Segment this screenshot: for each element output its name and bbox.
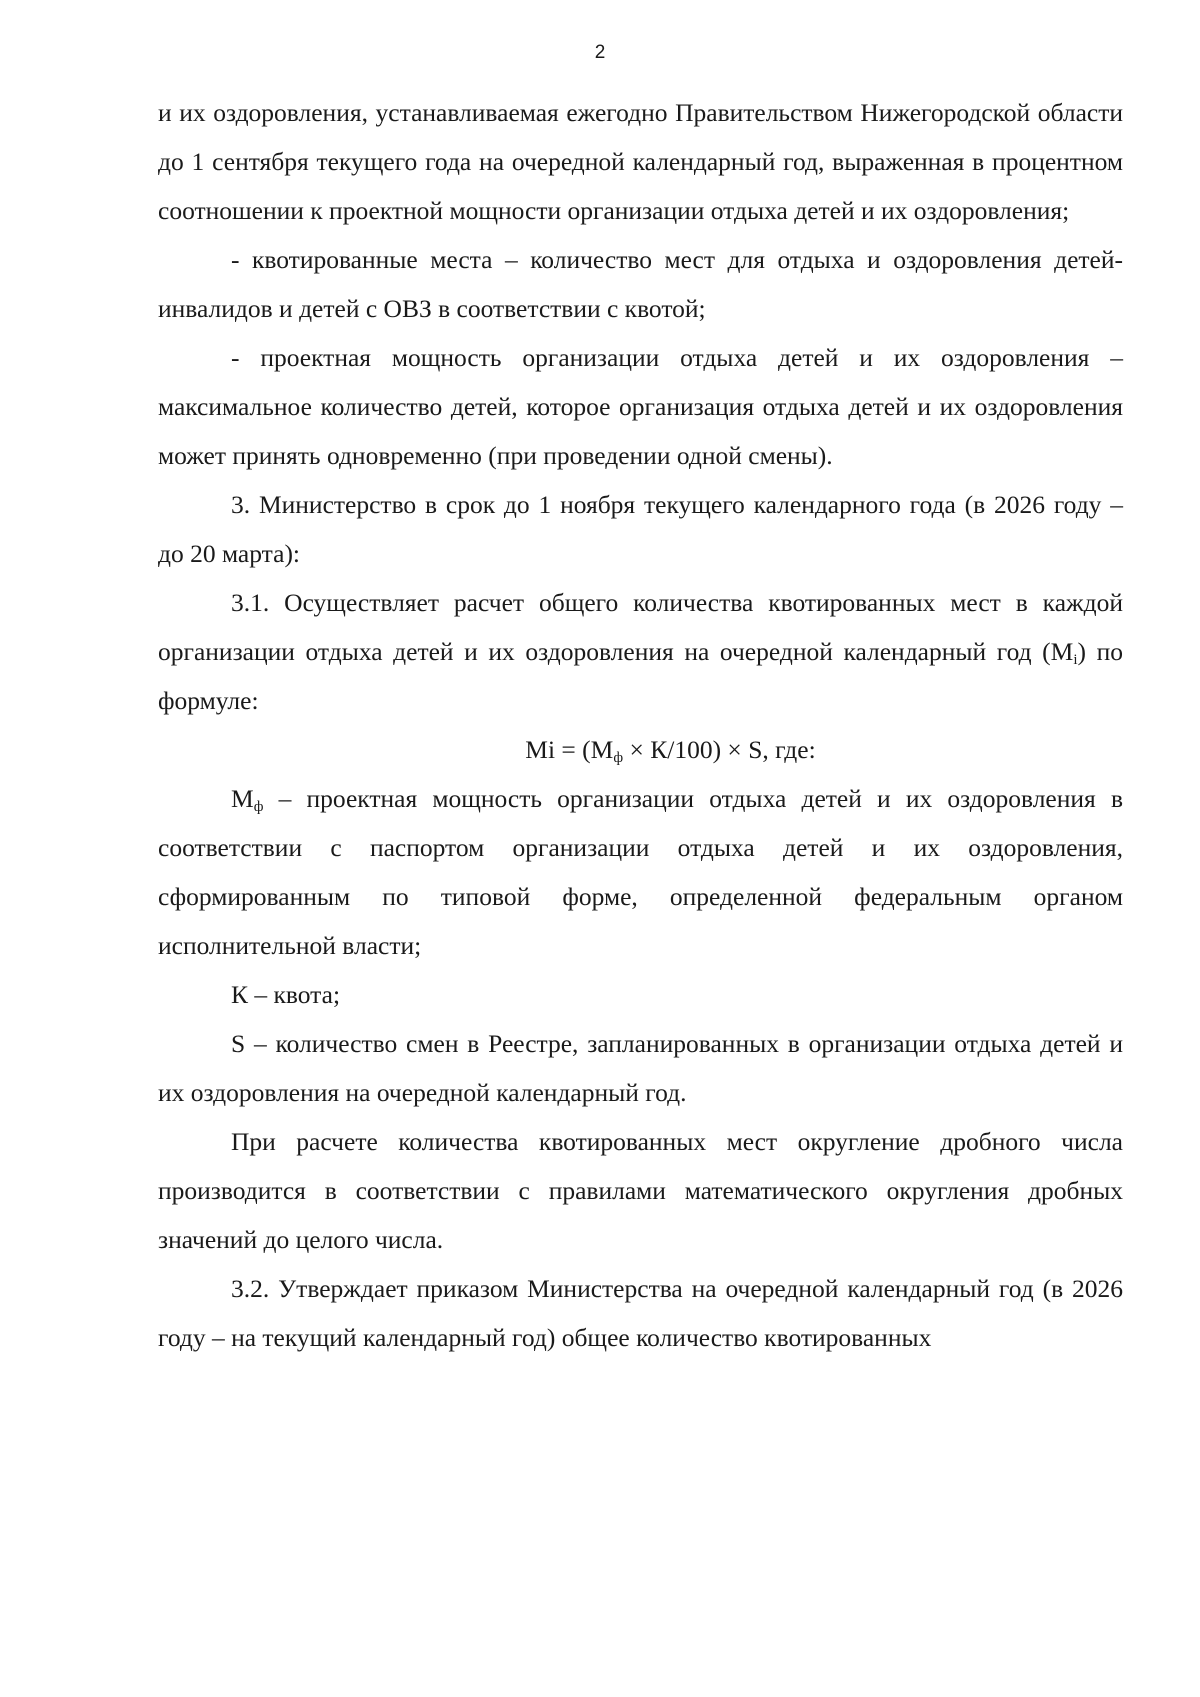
paragraph-s-definition: S – количество смен в Реестре, запланированных в организации отдыха детей и их оздоровления на очередной календарный год. [158, 1029, 1123, 1107]
formula-part-2: × К/100) × S, где: [623, 735, 816, 764]
paragraph-mf-definition [158, 774, 1123, 970]
formula [158, 725, 1123, 774]
paragraph-design-capacity-definition: - проектная мощность организации отдыха детей и их оздоровления – максимальное количество детей, которое организация отдыха детей и их оздоровления может принять одновременно (при проведении одной смены). [158, 343, 1123, 470]
paragraph-rounding-rule: При расчете количества квотированных мест округление дробного числа производится в соответствии с правилами математического округления дробных значений до целого числа. [158, 1127, 1123, 1254]
paragraph-quota-places-definition: - квотированные места – количество мест для отдыха и оздоровления детей-инвалидов и детей с ОВЗ в соответствии с квотой; [158, 245, 1123, 323]
paragraph-k-definition: К – квота; [231, 980, 341, 1009]
mf-symbol: M [231, 784, 254, 813]
subscript-i: i [1073, 652, 1078, 668]
calculation-clause-text: 3.1. Осуществляет расчет общего количества квотированных мест в каждой организации отдыха детей и их оздоровления на очередной календарный год (M [158, 588, 1123, 666]
calculation-clause-tail: ) по формуле: [158, 637, 1123, 715]
document-body [158, 88, 1123, 1362]
paragraph-continuation: и их оздоровления, устанавливаемая ежегодно Правительством Нижегородской области до 1 сентября текущего года на очередной календарный год, выраженная в процентном соотношении к проектной мощности организации отдыха детей и их оздоровления; [158, 98, 1123, 225]
mf-subscript: ф [253, 799, 264, 815]
formula-part-1: Mi = (M [525, 735, 614, 764]
paragraph-calculation-clause [158, 578, 1123, 725]
paragraph-ministry-deadline: 3. Министерство в срок до 1 ноября текущего календарного года (в 2026 году – до 20 марта): [158, 490, 1123, 568]
paragraph-approval-clause: 3.2. Утверждает приказом Министерства на очередной календарный год (в 2026 году – на текущий календарный год) общее количество квотированных [158, 1274, 1123, 1352]
mf-definition-text: – проектная мощность организации отдыха детей и их оздоровления в соответствии с паспортом организации отдыха детей и их оздоровления, сформированным по типовой форме, определенной федеральным органом исполнительной власти; [158, 784, 1123, 960]
formula-subscript: ф [613, 750, 624, 766]
page-number: 2 [594, 42, 606, 63]
